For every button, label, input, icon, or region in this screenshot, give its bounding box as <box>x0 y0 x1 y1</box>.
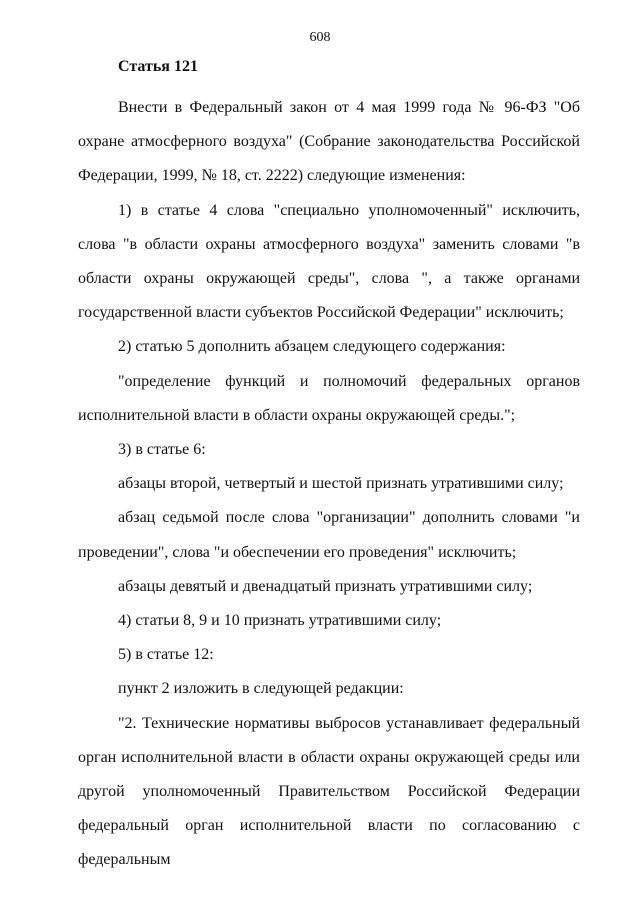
article-heading: Статья 121 <box>118 58 198 75</box>
paragraph-item-5-a: пункт 2 изложить в следующей редакции: <box>118 680 404 698</box>
paragraph-item-4: 4) статьи 8, 9 и 10 признать утратившими силу; <box>118 612 442 630</box>
paragraph-item-3-a: абзацы второй, четвертый и шестой признать утратившими силу; <box>118 475 564 493</box>
paragraph-item-2: 2) статью 5 дополнить абзацем следующего содержания: <box>118 338 506 356</box>
paragraph-item-3: 3) в статье 6: <box>118 441 206 459</box>
paragraph-item-5: 5) в статье 12: <box>118 646 214 664</box>
page-number: 608 <box>309 30 331 45</box>
paragraph-intro: Внести в Федеральный закон от 4 мая 1999 года № 96-ФЗ "Об охране атмосферного воздуха" (Собрание законодательства Российской Федерации, 1999, № 18, ст. 2222) следующие изменения: <box>78 99 580 185</box>
paragraph-item-3-b: абзац седьмой после слова "организации" дополнить словами "и проведении", слова "и обеспечении его проведения" исключить; <box>78 509 580 561</box>
paragraph-item-5-text: "2. Технические нормативы выбросов устанавливает федеральный орган исполнительной власти в области охраны окружающей среды или другой уполномоченный Правительством Российской Федерации федеральный орган исполнительной власти по согласованию с федеральным <box>78 714 580 869</box>
paragraph-item-2-text: "определение функций и полномочий федеральных органов исполнительной власти в области охраны окружающей среды."; <box>78 372 580 424</box>
paragraph-item-1: 1) в статье 4 слова "специально уполномоченный" исключить, слова "в области охраны атмосферного воздуха" заменить словами "в области охраны окружающей среды", слова ", а также органами государственной власти субъектов Российской Федерации" исключить; <box>78 201 580 322</box>
paragraph-item-3-c: абзацы девятый и двенадцатый признать утратившими силу; <box>118 577 533 595</box>
article-body <box>78 91 580 878</box>
